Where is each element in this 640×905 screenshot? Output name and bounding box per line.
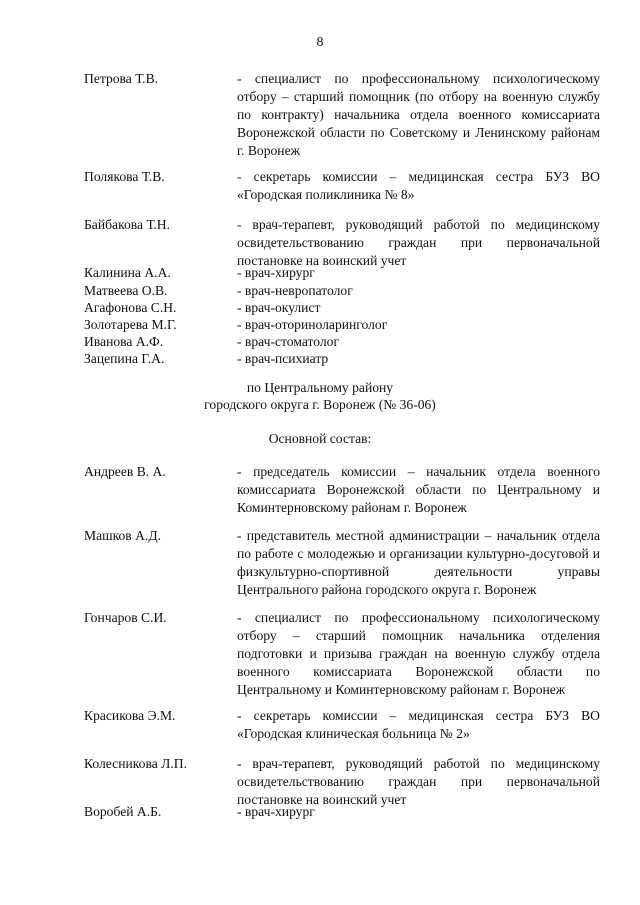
section-heading-district: городского округа г. Воронеж (№ 36-06): [204, 397, 436, 412]
member-name: Красикова Э.М.: [84, 708, 176, 723]
member-name: Золотарева М.Г.: [84, 317, 177, 332]
member-role: - специалист по профессиональному психологическому отбору – старший помощник начальника отделения подготовки и призыва граждан на военную службу отдела военного комиссариата Воронежской области по Центральному и Коминтерновскому районам г. Воронеж: [237, 610, 600, 697]
member-role: - председатель комиссии – начальник отдела военного комиссариата Воронежской области по Центральному и Коминтерновскому районам г. Воронеж: [237, 464, 600, 515]
member-name: Байбакова Т.Н.: [84, 217, 171, 232]
member-name: Машков А.Д.: [84, 528, 162, 543]
member-role: - врач-невропатолог: [237, 283, 353, 298]
member-name: Петрова Т.В.: [84, 71, 159, 86]
section-heading: по Центральному району: [246, 380, 394, 395]
member-role: - специалист по профессиональному психологическому отбору – старший помощник (по отбору на военную службу по контракту) начальника отдела военного комиссариата Воронежской области по Советскому и Ленинскому районам г. Воронеж: [237, 71, 600, 158]
member-name: Агафонова С.Н.: [84, 300, 177, 315]
member-name: Колесникова Л.П.: [84, 756, 187, 771]
member-role: - врач-хирург: [237, 804, 315, 819]
member-role: - представитель местной администрации – начальник отдела по работе с молодежью и организации культурно-досуговой и физкультурно-спортивной деятельности управы Центрального района городского округа г. Воронеж: [237, 528, 600, 597]
member-name: Калинина А.А.: [84, 265, 171, 280]
member-name: Воробей А.Б.: [84, 804, 162, 819]
member-role: - секретарь комиссии – медицинская сестра БУЗ ВО «Городская клиническая больница № 2»: [237, 708, 600, 741]
member-name: Иванова А.Ф.: [84, 334, 164, 349]
page-number: 8: [316, 35, 324, 50]
member-name: Гончаров С.И.: [84, 610, 167, 625]
member-role: - врач-оториноларинголог: [237, 317, 388, 332]
member-name: Зацепина Г.А.: [84, 351, 165, 366]
member-role: - врач-хирург: [237, 265, 315, 280]
member-name: Андреев В. А.: [84, 464, 166, 479]
member-role: - врач-терапевт, руководящий работой по медицинскому освидетельствованию граждан при первоначальной постановке на воинский учет: [237, 217, 600, 268]
member-name: Матвеева О.В.: [84, 283, 168, 298]
member-role: - врач-стоматолог: [237, 334, 340, 349]
member-role: - врач-окулист: [237, 300, 321, 315]
member-name: Полякова Т.В.: [84, 169, 165, 184]
member-role: - секретарь комиссии – медицинская сестра БУЗ ВО «Городская поликлиника № 8»: [237, 169, 600, 202]
section-subheading: Основной состав:: [268, 431, 372, 446]
member-role: - врач-терапевт, руководящий работой по медицинскому освидетельствованию граждан при первоначальной постановке на воинский учет: [237, 756, 600, 807]
member-role: - врач-психиатр: [237, 351, 329, 366]
